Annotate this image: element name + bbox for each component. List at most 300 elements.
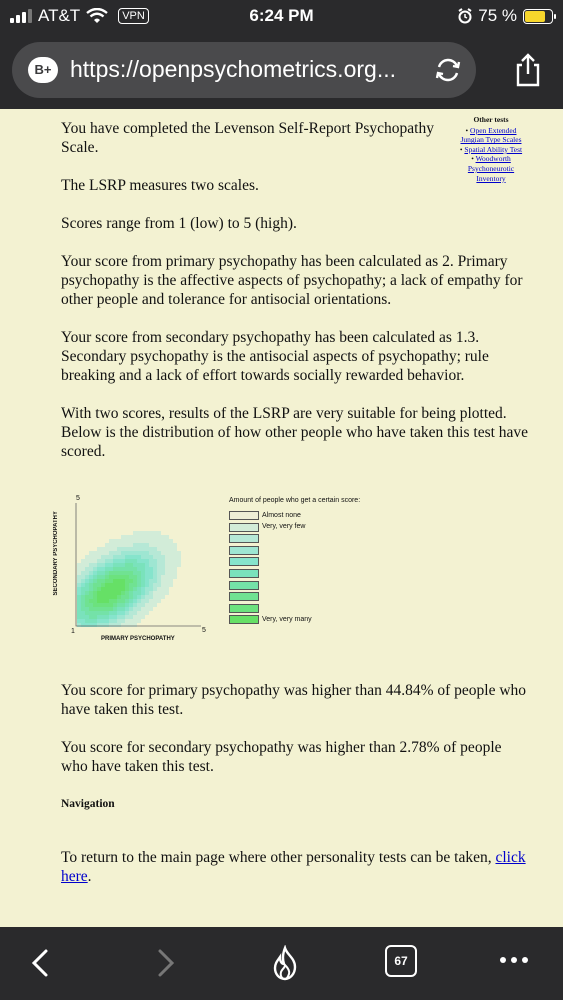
heatmap-cell [165, 559, 169, 563]
heatmap-cell [105, 571, 109, 575]
heatmap-cell [101, 595, 105, 599]
heatmap-cell [121, 535, 125, 539]
legend-title: Amount of people who get a certain score: [229, 497, 361, 504]
address-bar[interactable] [12, 42, 476, 98]
heatmap-cell [133, 587, 137, 591]
heatmap-cell [137, 567, 141, 571]
carrier-label: AT&T [38, 6, 81, 25]
heatmap-cell [161, 579, 165, 583]
heatmap-cell [105, 559, 109, 563]
heatmap-cell [137, 599, 141, 603]
browser-toolbar [0, 34, 563, 109]
heatmap-cell [133, 531, 137, 535]
heatmap-cell [161, 563, 165, 567]
heatmap-cell [89, 587, 93, 591]
heatmap-cell [153, 583, 157, 587]
heatmap-cell [165, 587, 169, 591]
heatmap-cell [173, 571, 177, 575]
score-distribution-chart [53, 495, 401, 650]
heatmap-cell [153, 547, 157, 551]
heatmap-cell [165, 539, 169, 543]
heatmap-cell [121, 579, 125, 583]
heatmap-cell [125, 595, 129, 599]
heatmap-cell [93, 607, 97, 611]
heatmap-cell [153, 555, 157, 559]
heatmap-cell [141, 571, 145, 575]
heatmap-cell [101, 547, 105, 551]
more-menu-icon[interactable] [500, 957, 528, 963]
heatmap-cell [169, 563, 173, 567]
heatmap-cell [101, 611, 105, 615]
heatmap-cell [165, 543, 169, 547]
heatmap-cell [173, 543, 177, 547]
alarm-icon [458, 8, 472, 24]
heatmap-cell [117, 567, 121, 571]
heatmap-cell [129, 619, 133, 623]
heatmap-cell [125, 559, 129, 563]
heatmap-cell [93, 599, 97, 603]
heatmap-cell [81, 607, 85, 611]
heatmap-cell [113, 543, 117, 547]
heatmap-cell [153, 535, 157, 539]
heatmap-cell [85, 615, 89, 619]
heatmap-cell [153, 575, 157, 579]
heatmap-cell [121, 563, 125, 567]
wifi-icon [86, 8, 108, 24]
heatmap-cell [89, 555, 93, 559]
heatmap-cell [81, 623, 85, 627]
heatmap-cell [109, 611, 113, 615]
heatmap-cell [125, 587, 129, 591]
heatmap-cell [157, 591, 161, 595]
heatmap-cell [149, 571, 153, 575]
heatmap-cell [125, 603, 129, 607]
heatmap-cell [89, 575, 93, 579]
heatmap-cell [89, 603, 93, 607]
heatmap-cell [137, 607, 141, 611]
heatmap-cell [129, 543, 133, 547]
heatmap-cell [133, 571, 137, 575]
completion-text: You have completed the Levenson Self-Report Psychopathy Scale. [61, 120, 434, 156]
heatmap-cell [141, 591, 145, 595]
heatmap-cell [113, 539, 117, 543]
heatmap-cell [117, 547, 121, 551]
heatmap-cell [77, 603, 81, 607]
heatmap-cell [129, 599, 133, 603]
heatmap-cell [145, 571, 149, 575]
heatmap-cell [153, 531, 157, 535]
heatmap-cell [129, 603, 133, 607]
heatmap-cell [125, 535, 129, 539]
heatmap-cell [117, 583, 121, 587]
heatmap-cell [121, 595, 125, 599]
heatmap-cell [129, 595, 133, 599]
heatmap-cell [153, 571, 157, 575]
heatmap-cell [109, 623, 113, 627]
heatmap-cell [145, 535, 149, 539]
heatmap-cell [153, 539, 157, 543]
status-right [458, 6, 553, 26]
heatmap-cell [113, 559, 117, 563]
heatmap-cell [89, 619, 93, 623]
heatmap-cell [109, 599, 113, 603]
heatmap-cell [125, 563, 129, 567]
heatmap-cell [149, 587, 153, 591]
heatmap-cell [129, 587, 133, 591]
heatmap-cell [137, 619, 141, 623]
heatmap-cell [117, 575, 121, 579]
heatmap-cell [137, 595, 141, 599]
heatmap-cell [77, 595, 81, 599]
heatmap-cell [109, 603, 113, 607]
heatmap-cell [125, 555, 129, 559]
heatmap-cell [113, 567, 117, 571]
heatmap-cell [141, 603, 145, 607]
heatmap-cell [161, 535, 165, 539]
heatmap-cell [141, 543, 145, 547]
heatmap-cell [101, 559, 105, 563]
heatmap-cell [113, 599, 117, 603]
heatmap-cell [145, 567, 149, 571]
heatmap-cell [157, 547, 161, 551]
heatmap-cell [89, 607, 93, 611]
heatmap-cell [97, 615, 101, 619]
heatmap-cell [93, 603, 97, 607]
heatmap-cell [97, 575, 101, 579]
heatmap-cell [157, 575, 161, 579]
heatmap-cell [105, 543, 109, 547]
heatmap-cell [141, 607, 145, 611]
legend-swatch [229, 569, 259, 578]
heatmap-cell [149, 559, 153, 563]
heatmap-cell [141, 587, 145, 591]
heatmap-cell [113, 555, 117, 559]
heatmap-cell [137, 559, 141, 563]
heatmap-cell [137, 615, 141, 619]
battery-icon [523, 9, 553, 24]
heatmap-cell [141, 563, 145, 567]
heatmap-cell [169, 583, 173, 587]
return-prefix: To return to the main page where other personality tests can be taken, [61, 849, 496, 866]
heatmap-cell [137, 603, 141, 607]
back-icon[interactable] [28, 945, 52, 981]
heatmap-cell [85, 591, 89, 595]
heatmap-cell [145, 555, 149, 559]
heatmap-cell [129, 551, 133, 555]
heatmap-cell [133, 623, 137, 627]
share-icon[interactable] [513, 52, 543, 88]
heatmap-cell [97, 603, 101, 607]
heatmap-cell [109, 595, 113, 599]
heatmap-cell [113, 603, 117, 607]
heatmap-cell [113, 579, 117, 583]
legend-label: Almost none [262, 511, 301, 519]
heatmap-cell [157, 599, 161, 603]
heatmap-cell [105, 563, 109, 567]
heatmap-cell [93, 619, 97, 623]
heatmap-cell [81, 603, 85, 607]
heatmap-cell [105, 555, 109, 559]
heatmap-cell [113, 575, 117, 579]
heatmap-cell [117, 611, 121, 615]
heatmap-cell [81, 579, 85, 583]
heatmap-cell [89, 563, 93, 567]
heatmap-cell [125, 547, 129, 551]
heatmap-cell [109, 575, 113, 579]
heatmap-cell [145, 611, 149, 615]
x-tick-max: 5 [202, 627, 206, 634]
heatmap-cell [161, 539, 165, 543]
heatmap-cell [109, 571, 113, 575]
heatmap-cell [137, 575, 141, 579]
heatmap-cell [145, 559, 149, 563]
vpn-badge: VPN [118, 8, 149, 24]
heatmap-cell [129, 559, 133, 563]
heatmap-cell [129, 547, 133, 551]
heatmap-cell [141, 599, 145, 603]
heatmap-cell [169, 555, 173, 559]
heatmap-cell [77, 615, 81, 619]
heatmap-cell [97, 567, 101, 571]
heatmap-cell [133, 615, 137, 619]
heatmap-cell [141, 555, 145, 559]
primary-result-text: You score for primary psychopathy was higher than 44.84% of people who have taken this test. [61, 682, 527, 718]
heatmap-cell [93, 551, 97, 555]
tab-count-button[interactable]: 67 [385, 945, 417, 977]
heatmap-cell [85, 587, 89, 591]
heatmap-cell [121, 567, 125, 571]
other-tests-sidebar [456, 115, 526, 183]
heatmap-cell [145, 543, 149, 547]
heatmap-cell [121, 603, 125, 607]
heatmap-cell [157, 563, 161, 567]
heatmap-cell [85, 623, 89, 627]
heatmap-cell [109, 543, 113, 547]
heatmap-cell [169, 575, 173, 579]
woodworth-link[interactable]: Woodworth Psychoneurotic Inventory [467, 154, 515, 183]
heatmap-cell [109, 615, 113, 619]
return-suffix: . [87, 868, 92, 885]
heatmap-cell [97, 551, 101, 555]
heatmap-cell [89, 595, 93, 599]
heatmap-cell [105, 575, 109, 579]
heatmap-cell [105, 619, 109, 623]
heatmap-cell [133, 551, 137, 555]
heatmap-cell [93, 571, 97, 575]
heatmap-cell [77, 563, 81, 567]
heatmap-cell [165, 547, 169, 551]
heatmap-cell [125, 571, 129, 575]
heatmap-cell [101, 579, 105, 583]
heatmap-cell [133, 575, 137, 579]
heatmap-cell [109, 583, 113, 587]
heatmap-cell [137, 571, 141, 575]
heatmap-cell [145, 603, 149, 607]
heatmap-cell [93, 591, 97, 595]
heatmap-cell [145, 575, 149, 579]
heatmap-cell [121, 607, 125, 611]
heatmap-cell [125, 551, 129, 555]
heatmap-cell [105, 623, 109, 627]
heatmap-cell [121, 547, 125, 551]
heatmap-cell [161, 567, 165, 571]
heatmap-cell [89, 559, 93, 563]
heatmap-cell [93, 623, 97, 627]
heatmap-cell [141, 583, 145, 587]
heatmap-cell [109, 547, 113, 551]
heatmap-cell [85, 599, 89, 603]
heatmap-cell [97, 563, 101, 567]
heatmap-cell [153, 579, 157, 583]
heatmap-cell [93, 583, 97, 587]
heatmap-cell [113, 547, 117, 551]
heatmap-cell [97, 587, 101, 591]
heatmap-cell [141, 531, 145, 535]
heatmap-cell [165, 555, 169, 559]
heatmap-cell [81, 559, 85, 563]
heatmap-cell [97, 547, 101, 551]
forward-icon[interactable] [154, 945, 178, 981]
burn-fire-icon[interactable] [268, 945, 302, 981]
heatmap-cell [145, 551, 149, 555]
heatmap-cell [153, 563, 157, 567]
heatmap-cell [81, 571, 85, 575]
heatmap-cell [113, 615, 117, 619]
oejts-link[interactable]: Open Extended Jungian Type Scales [460, 125, 522, 145]
heatmap-cell [117, 623, 121, 627]
spatial-link[interactable]: Spatial Ability Test [464, 144, 523, 154]
clock: 6:24 PM [249, 6, 314, 25]
heatmap-cell [157, 571, 161, 575]
heatmap-cell [93, 555, 97, 559]
heatmap-cell [101, 615, 105, 619]
heatmap-cell [161, 555, 165, 559]
heatmap-cell [133, 559, 137, 563]
heatmap-cell [169, 579, 173, 583]
heatmap-cell [105, 551, 109, 555]
heatmap-cell [113, 563, 117, 567]
heatmap-cell [77, 587, 81, 591]
heatmap-cell [137, 543, 141, 547]
heatmap-cell [137, 535, 141, 539]
heatmap-cell [133, 611, 137, 615]
heatmap-cell [77, 567, 81, 571]
heatmap-cell [101, 551, 105, 555]
heatmap-cell [121, 583, 125, 587]
heatmap-cell [169, 551, 173, 555]
heatmap-cell [153, 595, 157, 599]
heatmap-cell [89, 567, 93, 571]
heatmap-cell [157, 543, 161, 547]
heatmap-cell [89, 615, 93, 619]
heatmap-cell [89, 591, 93, 595]
privacy-grade-badge[interactable]: B+ [28, 57, 58, 83]
heatmap-cell [77, 623, 81, 627]
heatmap-cell [101, 555, 105, 559]
legend-swatch [229, 546, 259, 555]
heatmap-cell [165, 567, 169, 571]
status-left [10, 6, 149, 26]
heatmap-cell [109, 587, 113, 591]
heatmap-cell [141, 579, 145, 583]
heatmap-cell [125, 599, 129, 603]
heatmap-cell [161, 575, 165, 579]
heatmap-cell [77, 591, 81, 595]
sidebar-item-spatial: • Spatial Ability Test [459, 144, 523, 154]
heatmap-cell [149, 607, 153, 611]
heatmap-cell [157, 535, 161, 539]
heatmap-cell [101, 599, 105, 603]
heatmap-cell [85, 575, 89, 579]
heatmap-cell [149, 579, 153, 583]
heatmap-cell [101, 575, 105, 579]
heatmap-cell [109, 551, 113, 555]
heatmap-cell [169, 559, 173, 563]
legend-swatch [229, 511, 259, 520]
web-page [0, 109, 563, 927]
heatmap-cell [145, 547, 149, 551]
heatmap-cell [157, 531, 161, 535]
heatmap-cell [149, 543, 153, 547]
heatmap-cell [97, 619, 101, 623]
heatmap-cell [113, 571, 117, 575]
legend-swatch [229, 604, 259, 613]
heatmap-cell [109, 559, 113, 563]
click-here-link[interactable]: click here [61, 849, 526, 885]
heatmap-cell [93, 559, 97, 563]
heatmap-cell [93, 567, 97, 571]
heatmap-cell [153, 587, 157, 591]
heatmap-cell [101, 607, 105, 611]
heatmap-cell [109, 567, 113, 571]
scales-text: The LSRP measures two scales. [61, 177, 259, 194]
heatmap-cell [105, 583, 109, 587]
heatmap-cell [149, 595, 153, 599]
heatmap-cell [129, 563, 133, 567]
heatmap-cell [125, 539, 129, 543]
heatmap-cell [109, 579, 113, 583]
heatmap-cell [129, 579, 133, 583]
heatmap-cell [157, 587, 161, 591]
heatmap-cell [149, 567, 153, 571]
url-text[interactable]: https://openpsychometrics.org... [70, 56, 396, 82]
heatmap-cell [85, 579, 89, 583]
battery-percent: 75 % [478, 6, 517, 25]
heatmap-cell [101, 563, 105, 567]
heatmap-cell [145, 587, 149, 591]
heatmap-cell [105, 579, 109, 583]
heatmap-cell [153, 559, 157, 563]
legend-swatch [229, 592, 259, 601]
sidebar-item-oejts: • Open Extended Jungian Type Scales [460, 125, 522, 145]
heatmap-cell [109, 563, 113, 567]
heatmap-cell [77, 583, 81, 587]
heatmap-cell [137, 531, 141, 535]
heatmap-cell [105, 615, 109, 619]
legend-swatch [229, 557, 259, 566]
heatmap-cell [89, 579, 93, 583]
heatmap-cell [101, 603, 105, 607]
heatmap-cell [113, 587, 117, 591]
heatmap-cell [85, 619, 89, 623]
reload-icon[interactable] [432, 54, 464, 86]
heatmap-cell [89, 599, 93, 603]
heatmap-cell [125, 615, 129, 619]
heatmap-cell [153, 567, 157, 571]
heatmap-cell [129, 567, 133, 571]
heatmap-cell [117, 595, 121, 599]
heatmap-cell [129, 539, 133, 543]
